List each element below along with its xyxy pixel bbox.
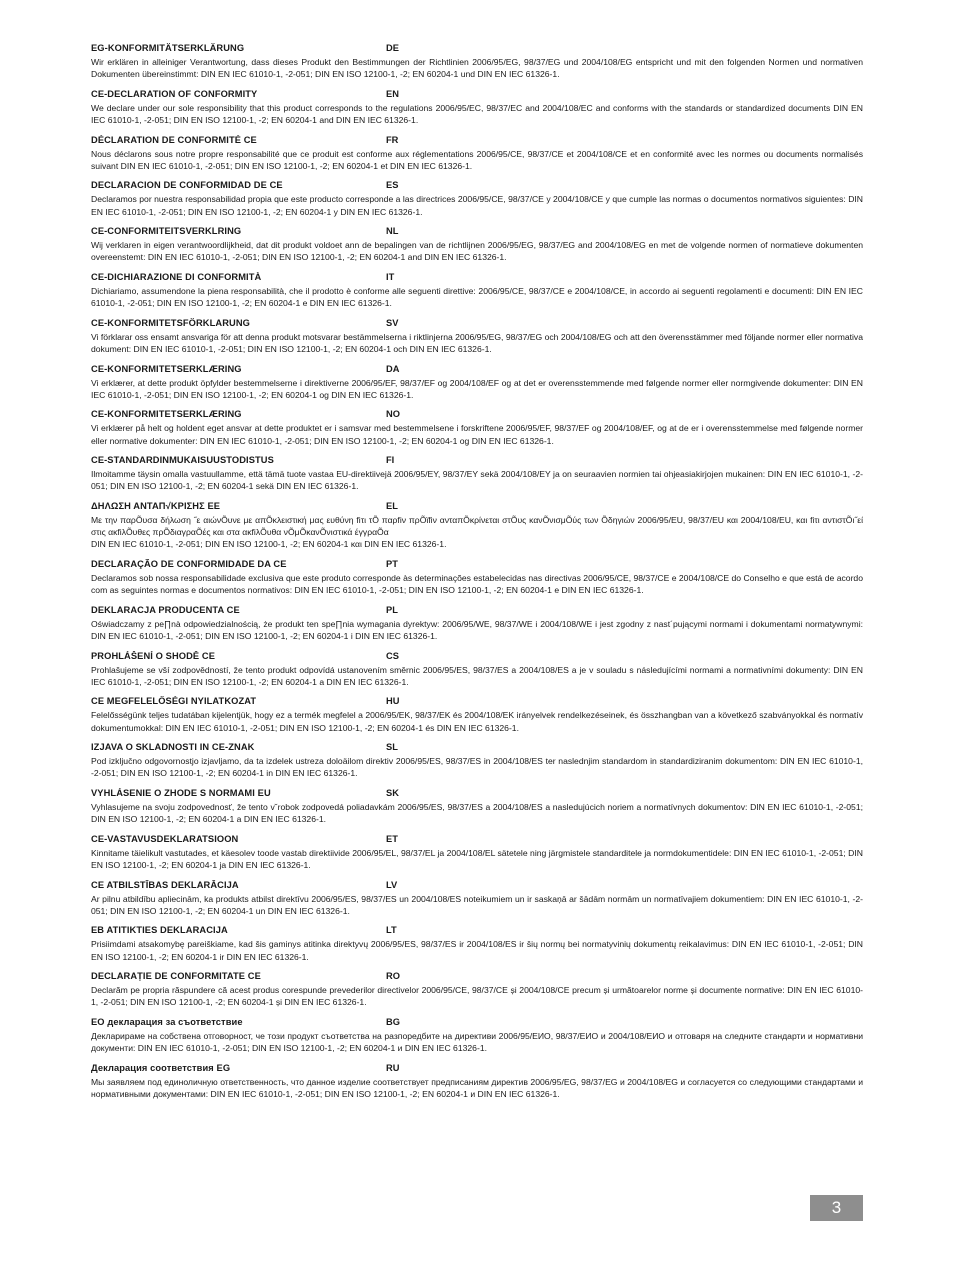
language-code: EN [386, 88, 399, 99]
declaration-text: Vi förklarar oss ensamt ansvariga för att denna produkt motsvarar bestämmelserna i riktlinjerna 2006/95/EG, 98/37/EG och 2004/108/EG och att den överensstämmer med följande normer eller normativa dokument: DIN EN IEC 61010-1, -2-051; DIN EN ISO 12100-1, -2; EN 60204-1 och DIN EN IEC 61326-1. [91, 331, 863, 354]
language-code: PL [386, 604, 398, 615]
declaration-header [91, 1063, 863, 1075]
declaration-section [91, 135, 863, 172]
declaration-section [91, 651, 863, 688]
declaration-header [91, 455, 863, 467]
declaration-header [91, 880, 863, 892]
declaration-section [91, 742, 863, 779]
declaration-text: Με την παρÕυσα δήλωση ˝ε αιώνÕυνε με απÕκλειστική μας ευθύνη fiτι τÕ παρfiν πρÕϊfiν ανταπÕκρίνεται στÕυς κανÕνισμÕύς των Õδηγιών 2006/95/EU, 98/37/EU και 2004/108/EU, και fiτι αντιστÕι˝εί στις ακfiλÕυθες πρÕδιαγραÕές και στα ακfiλÕυθα νÕμÕκανÕνιστικά έγγραÕα DIN EN IEC 61010-1, -2-051; DIN EN ISO 12100-1, -2; EN 60204-1 και DIN EN IEC 61326-1. [91, 514, 863, 550]
declaration-text: Vyhlasujeme na svoju zodpovednosť, že tento v˘robok zodpovedá poliadavkám 2006/95/ES, 98/37/ES a 2004/108/ES a nasledujúcich noriem a normatívnych dokumentov: DIN EN IEC 61010-1, -2-051; DIN EN ISO 12100-1, -2; EN 60204-1 a DIN EN IEC 61326-1. [91, 801, 863, 825]
language-code: LT [386, 925, 397, 936]
declaration-title: CE-CONFORMITEITSVERKLRING [91, 226, 242, 237]
declaration-text: Declaramos por nuestra responsabilidad propia que este producto corresponde a las directrices 2006/95/CE, 98/37/CE y 2004/108/CE y que cumple las normas o documentos normativos siguientes: DIN EN IEC 61010-1, -2-051; DIN EN ISO 12100-1, -2; EN 60204-1 y DIN EN IEC 61326-1. [91, 194, 863, 217]
declaration-title: DEKLARACJA PRODUCENTA CE [91, 604, 240, 615]
declaration-text: Pod izključno odgovornostjo izjavljamo, da ta izdelek ustreza doloäilom direktiv 2006/95/ES, 98/37/ES in 2004/108/ES ter naslednjim standardom in standardiziranim dokumentom: DIN EN IEC 61010-1, -2-051; DIN EN ISO 12100-1, -2; EN 60204-1 in DIN EN IEC 61326-1. [91, 756, 863, 779]
declaration-header [91, 135, 863, 147]
declaration-section [91, 925, 863, 962]
declaration-header [91, 834, 863, 846]
declaration-text: Wir erklären in alleiniger Verantwortung, dass dieses Produkt den Bestimmungen der Richtlinien 2006/95/EG, 98/37/EG und 2004/108/EG entspricht und mit den folgenden Normen und normativen Dokumenten übereinstimmt: DIN EN IEC 61010-1, -2-051; DIN EN ISO 12100-1, -2; EN 60204-1 und DIN EN IEC 61326-1. [91, 57, 863, 80]
declaration-text: Vi erklærer på helt og holdent eget ansvar at dette produktet er i samsvar med bestemmelsene i forskriftene 2006/95/EF, 98/37/EF og 2004/108/EF, og at de er i overensstemmelse med følgende normer eller normative dokumenter: DIN EN IEC 61010-1, -2-051; DIN EN ISO 12100-1, -2; EN 60204-1 og DIN EN IEC 61326-1. [91, 423, 863, 446]
declaration-section [91, 501, 863, 551]
declaration-section [91, 364, 863, 401]
language-code: PT [386, 558, 398, 569]
declaration-section [91, 409, 863, 446]
declaration-title: EG-KONFORMITÄTSERKLÄRUNG [91, 43, 245, 53]
declaration-title: CE-VASTAVUSDEKLARATSIOON [91, 833, 239, 844]
language-code: HU [386, 696, 400, 707]
declaration-title: CE-DECLARATION OF CONFORMITY [91, 88, 258, 99]
language-code: EL [386, 500, 398, 511]
declaration-header [91, 89, 863, 101]
declaration-header [91, 180, 863, 192]
declaration-text: Felelősségünk teljes tudatában kijelentjük, hogy ez a termék megfelel a 2006/95/EK, 98/37/EK és 2004/108/EK irányelvek rendelkezéseinek, és összhangban van a következő szabványokkal és normatív dokumentumokkal: DIN EN IEC 61010-1, -2-051; DIN EN ISO 12100-1, -2; EN 60204-1 és DIN EN IEC 61326-1. [91, 710, 863, 733]
declaration-section [91, 1017, 863, 1054]
language-code: LV [386, 879, 398, 890]
declaration-section [91, 43, 863, 80]
language-code: RU [386, 1062, 400, 1073]
language-code: BG [386, 1016, 400, 1027]
declaration-title: CE MEGFELELŐSÉGI NYILATKOZAT [91, 696, 257, 707]
declaration-header [91, 559, 863, 571]
declaration-section [91, 834, 863, 871]
declaration-text: Dichiariamo, assumendone la piena responsabilità, che il prodotto è conforme alle seguenti direttive: 2006/95/CE, 98/37/CE e 2004/108/CE, in accordo ai seguenti regolamenti e documenti: DIN EN IEC 61010-1, -2-051; DIN EN ISO 12100-1, -2; EN 60204-1 e DIN EN IEC 61326-1. [91, 285, 863, 309]
declaration-header [91, 364, 863, 376]
declaration-title: ΔΗΛΩΣΗ ΑΝΤΑΠ√ΚΡΙΣΗΣ ΕΕ [91, 500, 221, 511]
declaration-section [91, 788, 863, 825]
declaration-header [91, 696, 863, 708]
declaration-title: DECLARAÇÃO DE CONFORMIDADE DA CE [91, 558, 287, 569]
declaration-section [91, 605, 863, 642]
language-code: NL [386, 226, 399, 237]
declaration-header [91, 409, 863, 421]
language-code: ET [386, 833, 398, 844]
language-code: FR [386, 134, 399, 145]
language-code: IT [386, 271, 395, 282]
declaration-title: CE-STANDARDINMUKAISUUSTODISTUS [91, 455, 274, 466]
language-code: ES [386, 180, 399, 191]
declaration-header [91, 43, 863, 55]
declaration-text: Мы заявляем под единоличную ответственность, что данное изделие соответствует предписаниям директив 2006/95/EG, 98/37/EG и 2004/108/EG и согласуется со следующими стандартами и нормативными документами: DIN EN IEC 61010-1, -2-051; DIN EN ISO 12100-1, -2; EN 60204-1 и DIN EN IEC 61326-1. [91, 1076, 863, 1099]
declaration-section [91, 559, 863, 596]
declaration-header [91, 605, 863, 617]
declaration-title: EB ATITIKTIES DEKLARACIJA [91, 925, 228, 936]
declaration-title: DÉCLARATION DE CONFORMITÉ CE [91, 134, 257, 145]
declaration-section [91, 180, 863, 217]
declaration-section [91, 696, 863, 733]
declaration-title: IZJAVA O SKLADNOSTI IN CE-ZNAK [91, 742, 255, 753]
declaration-header [91, 1017, 863, 1029]
declaration-title: ЕО декларация за съответствие [91, 1016, 243, 1027]
declaration-title: CE-KONFORMITETSERKLÆRING [91, 363, 242, 374]
declaration-text: We declare under our sole responsibility that this product corresponds to the regulations 2006/95/EC, 98/37/EC and 2004/108/EC and conforms with the standards or standardized documents DIN EN IEC 61010-1, -2-051; DIN EN ISO 12100-1, -2; EN 60204-1 and DIN EN IEC 61326-1. [91, 102, 863, 125]
language-code: RO [386, 971, 400, 982]
declaration-title: CE ATBILSTĪBAS DEKLARĀCIJA [91, 879, 239, 890]
declaration-section [91, 1063, 863, 1100]
declaration-text: Declarăm pe propria răspundere că acest produs corespunde prevederilor directivelor 2006/95/CE, 98/37/CE și 2004/108/CE precum și următoarelor norme și documente normative: DIN EN IEC 61010-1, -2-051; DIN EN ISO 12100-1, -2; EN 60204-1 și DIN EN IEC 61326-1. [91, 985, 863, 1008]
declaration-text: Ilmoitamme täysin omalla vastuullamme, että tämä tuote vastaa EU-direktiivejä 2006/95/EY, 98/37/EY sekä 2004/108/EY ja on seuraavien normien tai ohjeasiakirjojen mukainen: DIN EN IEC 61010-1, -2-051; DIN EN ISO 12100-1, -2; EN 60204-1 sekä DIN EN IEC 61326-1. [91, 469, 863, 492]
declaration-header [91, 742, 863, 754]
declaration-section [91, 318, 863, 355]
declarations-list [91, 43, 863, 1109]
declaration-title: CE-KONFORMITETSFÖRKLARUNG [91, 317, 250, 328]
declaration-title: Декларация соответствия EG [91, 1062, 231, 1073]
language-code: SK [386, 787, 399, 798]
declaration-section [91, 89, 863, 126]
declaration-text: Декларираме на собствена отговорност, че този продукт съответства на разпоредбите на директиви 2006/95/ЕИО, 98/37/ЕИО и 2004/108/ЕИО и отговаря на следните стандарти и нормативни документи: DIN EN IEC 61010-1, -2-051; DIN EN ISO 12100-1, -2; EN 60204-1 и DIN EN IEC 61326-1. [91, 1030, 863, 1054]
declaration-header [91, 925, 863, 937]
language-code: SV [386, 317, 399, 328]
declaration-title: PROHLÁŠENÍ O SHODĚ CE [91, 650, 216, 661]
declaration-header [91, 226, 863, 238]
declaration-text: Oświadczamy z pe∏nà odpowiedzialnością, że produkt ten spe∏nia wymagania dyrektyw: 2006/95/WE, 98/37/WE i 2004/108/WE i jest zgodny z nast´pującymi normami i dokumentami normatywnymi: DIN EN IEC 61010-1, -2-051; DIN EN ISO 12100-1, -2; EN 60204-1 i DIN EN IEC 61326-1. [91, 618, 863, 641]
declaration-text: Vi erklærer, at dette produkt öpfylder bestemmelserne i direktiverne 2006/95/EF, 98/37/EF og 2004/108/EF og at det er overensstemmende med følgende normer eller normgivende dokumenter: DIN EN IEC 61010-1, -2-051; DIN EN ISO 12100-1, -2; EN 60204-1 og DIN EN IEC 61326-1. [91, 377, 863, 400]
declaration-text: Declaramos sob nossa responsabilidade exclusiva que este produto corresponde às determinações estabelecidas nas directivas 2006/95/CE, 98/37/CE e 2004/108/CE do Conselho e que está de acordo com as seguintes normas e documentos normativos: DIN EN IEC 61010-1, -2-051; DIN EN ISO 12100-1, -2; EN 60204-1 e DIN EN IEC 61326-1. [91, 572, 863, 596]
declaration-title: CE-DICHIARAZIONE DI CONFORMITÀ [91, 271, 262, 282]
declaration-section [91, 971, 863, 1008]
declaration-title: DECLARACION DE CONFORMIDAD DE CE [91, 180, 283, 191]
declaration-title: CE-KONFORMITETSERKLÆRING [91, 409, 242, 420]
language-code: SL [386, 742, 398, 753]
declaration-title: DECLARAȚIE DE CONFORMITATE CE [91, 971, 261, 982]
language-code: FI [386, 455, 395, 466]
declaration-section [91, 455, 863, 492]
declaration-header [91, 318, 863, 330]
language-code: DE [386, 43, 399, 53]
declaration-text: Prohlašujeme se vší zodpovědností, že tento produkt odpovídá ustanovením směrnic 2006/95/ES, 98/37/ES a 2004/108/ES a je v souladu s následujícími normami a normativními dokumenty: DIN EN IEC 61010-1, -2-051; DIN EN ISO 12100-1, -2; EN 60204-1 a DIN EN IEC 61326-1. [91, 664, 863, 687]
declaration-text: Prisiimdami atsakomybę pareiškiame, kad šis gaminys atitinka direktyvų 2006/95/ES, 98/37/ES ir 2004/108/ES ir šių normų bei normatyvinių dokumentų reikalavimus: DIN EN IEC 61010-1, -2-051; DIN EN ISO 12100-1, -2; EN 60204-1 ir DIN EN IEC 61326-1. [91, 939, 863, 962]
declaration-section [91, 272, 863, 309]
declaration-text: Nous déclarons sous notre propre responsabilité que ce produit est conforme aux réglementations 2006/95/CE, 98/37/CE et 2004/108/CE et en conformité avec les normes ou documents normalisés suivant DIN EN IEC 61010-1, -2-051; DIN EN ISO 12100-1, -2; EN 60204-1 et DIN EN IEC 61326-1. [91, 148, 863, 171]
declaration-text: Ar pilnu atbildību apliecinām, ka produkts atbilst direktīvu 2006/95/ES, 98/37/ES un 2004/108/ES noteikumiem un ir saskaņā ar šādām normām un normatīvajiem dokumentiem: DIN EN IEC 61010-1, -2-051; DIN EN ISO 12100-1, -2; EN 60204-1 un DIN EN IEC 61326-1. [91, 893, 863, 916]
language-code: NO [386, 409, 400, 420]
declaration-text: Kinnitame täielikult vastutades, et käesolev toode vastab direktiivide 2006/95/EL, 98/37/EL ja 2004/108/EL sätetele ning järgmistele standarditele ja normdokumentidele: DIN EN IEC 61010-1, -2-051; DIN EN ISO 12100-1, -2; EN 60204-1 ja DIN EN IEC 61326-1. [91, 847, 863, 870]
declaration-section [91, 226, 863, 263]
language-code: DA [386, 363, 400, 374]
declaration-header [91, 501, 863, 513]
declaration-text: Wij verklaren in eigen verantwoordlijkheid, dat dit produkt voldoet ann de bepalingen van de richtlijnen 2006/95/EG, 98/37/EG and 2004/108/EG en met de volgende normen of normatieve dokumenten overeenstemt: DIN EN IEC 61010-1, -2-051; DIN EN ISO 12100-1, -2; EN 60204-1 and DIN EN IEC 61326-1. [91, 240, 863, 263]
declaration-header [91, 971, 863, 983]
declaration-header [91, 651, 863, 663]
page-number: 3 [810, 1195, 863, 1221]
declaration-header [91, 788, 863, 800]
declaration-section [91, 880, 863, 917]
declaration-title: VYHLÁSENIE O ZHODE S NORMAMI EU [91, 787, 271, 798]
declaration-header [91, 272, 863, 284]
language-code: CS [386, 650, 399, 661]
